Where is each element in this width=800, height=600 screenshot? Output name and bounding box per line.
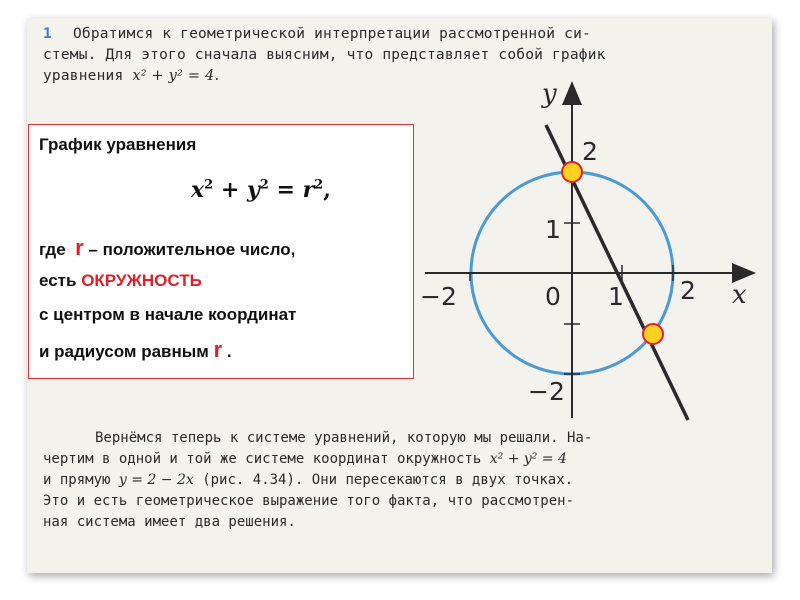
- y-axis-label: y: [542, 79, 557, 109]
- intersection-point-bottom: [643, 324, 663, 344]
- definition-callout: [28, 124, 414, 379]
- tick-label-y-2: 2: [582, 137, 598, 166]
- tick-label-x-neg2: −2: [420, 282, 457, 311]
- tick-label-y-1: 1: [545, 215, 561, 244]
- tick-label-x-1: 1: [608, 282, 624, 311]
- bottom-paragraph-line-4: Это и есть геометрическое выражение того факта, что рассмотрен-: [43, 493, 575, 509]
- paragraph-marker: 1: [43, 26, 52, 42]
- intersection-point-top: [562, 162, 582, 182]
- callout-heading: График уравнения: [39, 135, 197, 154]
- circle-term: ОКРУЖНОСТЬ: [81, 271, 202, 290]
- callout-line-center: с центром в начале координат: [39, 305, 297, 324]
- callout-line-is-circle: есть ОКРУЖНОСТЬ: [39, 271, 202, 290]
- callout-line-radius: и радиусом равным r .: [39, 337, 232, 362]
- top-paragraph-line-3: уравнения x² + y² = 4.: [43, 68, 220, 84]
- callout-line-where: где r – положительное число,: [39, 235, 296, 260]
- bottom-paragraph-line-5: ная система имеет два решения.: [43, 514, 296, 530]
- tick-label-origin: 0: [545, 282, 561, 311]
- equation-x2-y2-4: x² + y² = 4.: [132, 68, 220, 84]
- bottom-paragraph-line-2: чертим в одной и той же системе координат окружность x² + y² = 4: [43, 451, 567, 467]
- bottom-paragraph-line-3: и прямую y = 2 − 2x (рис. 4.34). Они пересекаются в двух точках.: [43, 472, 574, 488]
- top-paragraph-line-2: стемы. Для этого сначала выясним, что представляет собой график: [43, 47, 606, 63]
- tick-label-x-2: 2: [680, 276, 696, 305]
- bottom-paragraph-line-1: Вернёмся теперь к системе уравнений, которую мы решали. На-: [95, 430, 593, 446]
- top-paragraph-line-1: 1 Обратимся к геометрической интерпретации рассмотренной си-: [43, 24, 763, 45]
- x-axis-label: x: [732, 280, 747, 310]
- circle-equation-formula: $x^2 + y^2 = r^2$,: [191, 177, 331, 203]
- tick-label-y-neg2: −2: [528, 377, 565, 406]
